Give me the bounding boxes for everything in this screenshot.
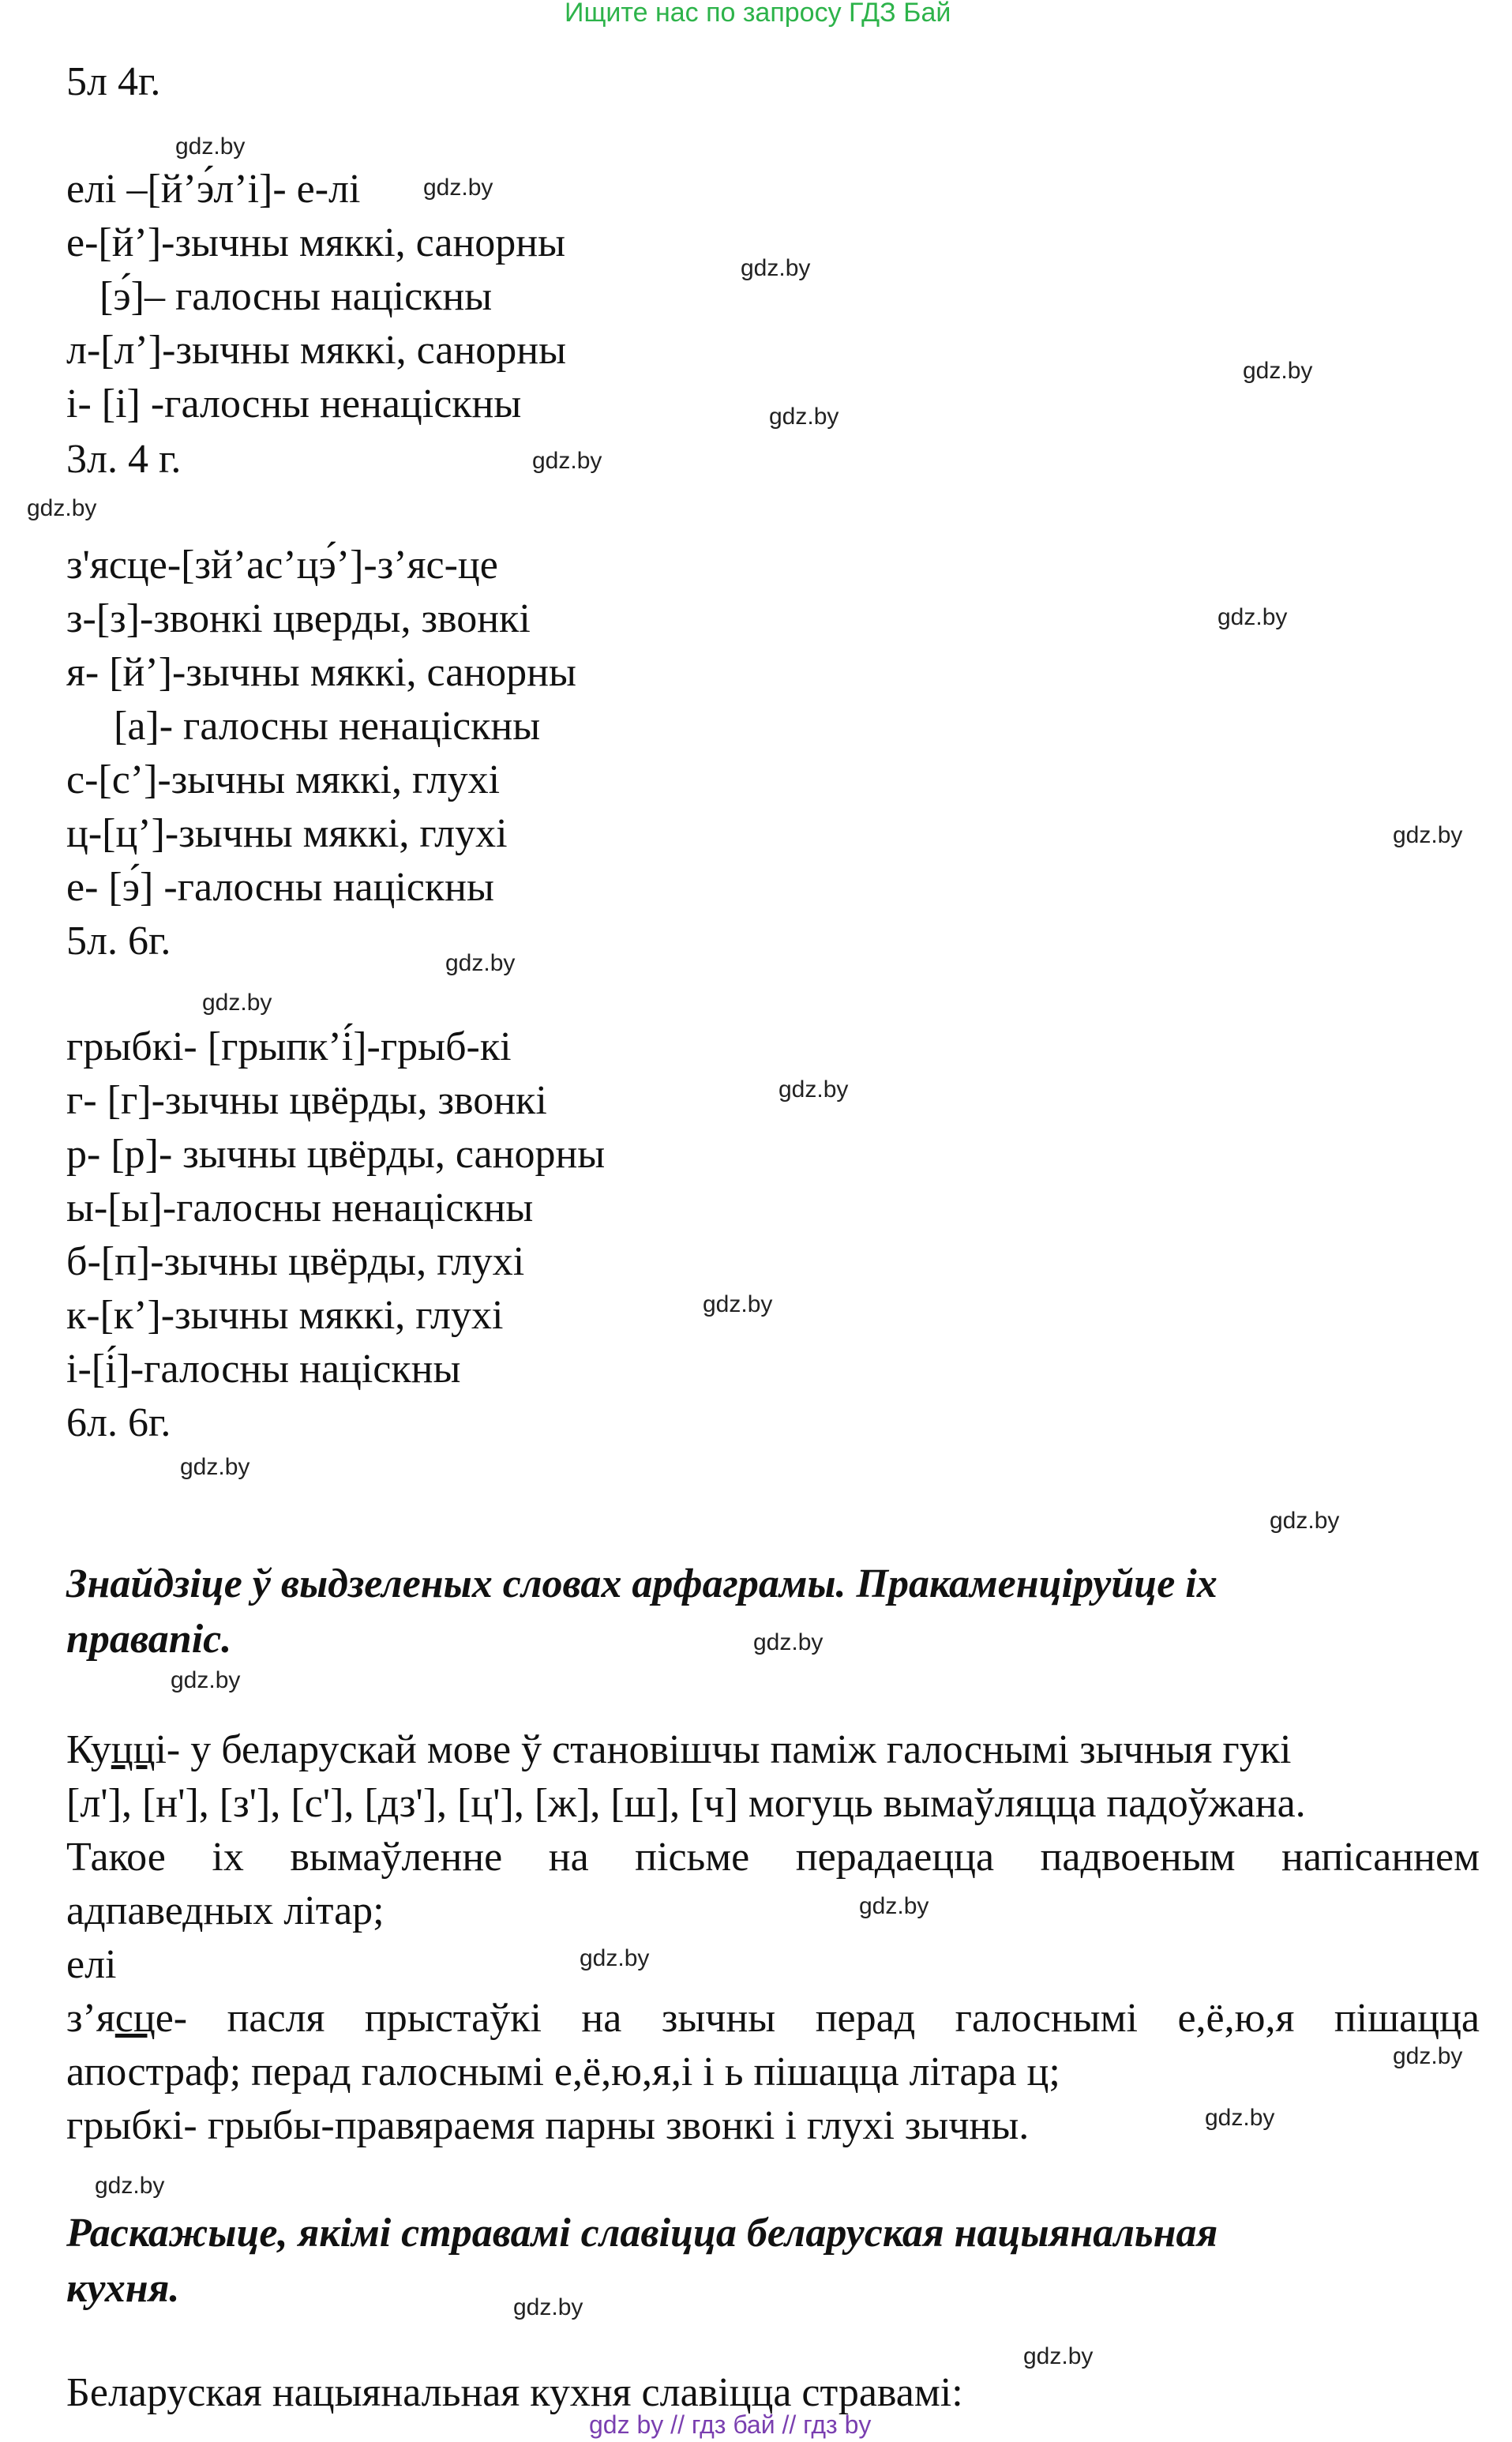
- footer-links[interactable]: gdz by // гдз бай // гдз by: [589, 2410, 872, 2439]
- task-heading: Раскажыце, якімі стравамі славіцца беларуская нацыянальная: [66, 2211, 1218, 2256]
- sound-analysis-line: [а]- галосны ненаціскны: [114, 704, 541, 749]
- watermark-text: gdz.by: [1023, 2343, 1094, 2369]
- task-heading: кухня.: [66, 2266, 180, 2311]
- sound-analysis-line: ц-[ц’]-зычны мяккі, глухі: [66, 811, 508, 856]
- watermark-text: gdz.by: [769, 404, 839, 430]
- underlined-orthogram: сц: [114, 1996, 156, 2041]
- watermark-text: gdz.by: [1217, 604, 1288, 630]
- watermark-text: gdz.by: [703, 1291, 773, 1317]
- sound-analysis-line: б-[п]-зычны цвёрды, глухі: [66, 1239, 525, 1284]
- sound-analysis-line: с-[с’]-зычны мяккі, глухі: [66, 757, 501, 802]
- answer-text: і- у беларускай мове ў становішчы паміж галоснымі зычныя гукі: [155, 1727, 1292, 1772]
- answer-text: е- пасля прыстаўкі на зычны перад галоснымі е,ё,ю,я пішацца: [155, 1996, 1480, 2041]
- word-transcription: елі –[й’э́л’і]- е-лі: [66, 167, 361, 212]
- watermark-text: gdz.by: [1393, 2043, 1463, 2069]
- watermark-text: gdz.by: [27, 495, 97, 521]
- watermark-text: gdz.by: [741, 255, 811, 281]
- underlined-orthogram: цц: [111, 1727, 156, 1772]
- syllable-count-line: 6л. 6г.: [66, 1400, 171, 1445]
- watermark-text: gdz.by: [1205, 2105, 1275, 2131]
- watermark-text: gdz.by: [202, 990, 272, 1016]
- sound-analysis-line: з-[з]-звонкі цверды, звонкі: [66, 596, 531, 641]
- answer-paragraph-line: [л'], [н'], [з'], [с'], [дз'], [ц'], [ж], [ш], [ч] могуць вымаўляцца падоўжана.: [66, 1781, 1306, 1826]
- sound-analysis-line: г- [г]-зычны цвёрды, звонкі: [66, 1078, 547, 1123]
- watermark-text: gdz.by: [532, 448, 602, 474]
- header-banner[interactable]: Ищите нас по запросу ГДЗ Бай: [565, 0, 951, 28]
- watermark-text: gdz.by: [753, 1629, 824, 1655]
- watermark-text: gdz.by: [513, 2294, 583, 2320]
- sound-analysis-line: ы-[ы]-галосны ненаціскны: [66, 1185, 534, 1230]
- answer-paragraph-line: [66, 1725, 1291, 1775]
- sound-analysis-line: е-[й’]-зычны мяккі, санорны: [66, 220, 566, 265]
- watermark-text: gdz.by: [423, 175, 493, 201]
- watermark-text: gdz.by: [180, 1454, 250, 1480]
- sound-analysis-line: л-[л’]-зычны мяккі, санорны: [66, 328, 567, 373]
- watermark-text: gdz.by: [1243, 358, 1313, 384]
- task-heading: Знайдзіце ў выдзеленых словах арфаграмы. Пракаменціруйце іх: [66, 1561, 1217, 1606]
- watermark-text: gdz.by: [1270, 1508, 1340, 1534]
- sound-analysis-line: і-[і́]-галосны націскны: [66, 1347, 461, 1392]
- watermark-text: gdz.by: [779, 1076, 849, 1103]
- watermark-text: gdz.by: [171, 1667, 241, 1693]
- answer-text: з’я: [66, 1996, 115, 2041]
- watermark-text: gdz.by: [580, 1945, 650, 1971]
- sound-analysis-line: к-[к’]-зычны мяккі, глухі: [66, 1293, 504, 1338]
- sound-analysis-line: е- [э́] -галосны націскны: [66, 865, 494, 910]
- word-transcription: з'ясце-[зй’ас’цэ́’]-з’яс-це: [66, 543, 498, 588]
- watermark-text: gdz.by: [175, 133, 246, 160]
- task-heading: правапіс.: [66, 1617, 232, 1662]
- sound-analysis-line: [э́]– галосны націскны: [99, 274, 493, 319]
- watermark-text: gdz.by: [859, 1893, 929, 1919]
- syllable-count-line: 5л. 6г.: [66, 919, 171, 964]
- syllable-count-line: 3л. 4 г.: [66, 437, 182, 482]
- answer-text: Ку: [66, 1727, 111, 1772]
- syllable-count-line: 5л 4г.: [66, 59, 161, 104]
- answer-paragraph-line: Такое іх вымаўленне на пісьме перадаецца падвоеным напісаннем: [66, 1835, 1480, 1880]
- answer-paragraph-line: адпаведных літар;: [66, 1888, 385, 1933]
- answer-paragraph-line: апостраф; перад галоснымі е,ё,ю,я,і і ь пішацца літара ц;: [66, 2049, 1060, 2094]
- word-transcription: грыбкі- [грыпк’і́]-грыб-кі: [66, 1024, 512, 1069]
- watermark-text: gdz.by: [445, 950, 516, 976]
- answer-paragraph-line: Беларуская нацыянальная кухня славіцца стравамі:: [66, 2370, 963, 2415]
- watermark-text: gdz.by: [1393, 822, 1463, 848]
- answer-paragraph-line: [66, 1993, 1480, 2044]
- sound-analysis-line: р- [р]- зычны цвёрды, санорны: [66, 1132, 606, 1177]
- answer-paragraph-line: грыбкі- грыбы-правяраемя парны звонкі і глухі зычны.: [66, 2103, 1030, 2148]
- sound-analysis-line: я- [й’]-зычны мяккі, санорны: [66, 650, 576, 695]
- watermark-text: gdz.by: [95, 2173, 165, 2199]
- sound-analysis-line: і- [і] -галосны ненаціскны: [66, 381, 522, 426]
- answer-paragraph-line: елі: [66, 1942, 117, 1987]
